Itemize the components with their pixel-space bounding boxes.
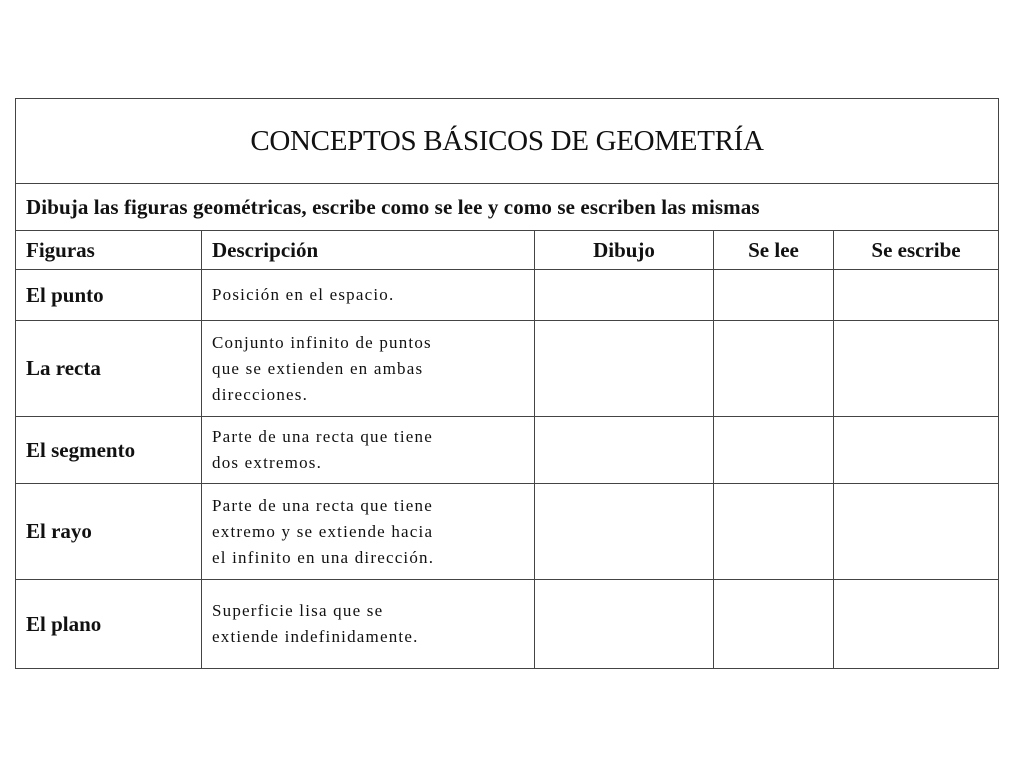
header-figuras: Figuras bbox=[16, 231, 202, 270]
worksheet-title: CONCEPTOS BÁSICOS DE GEOMETRÍA bbox=[16, 99, 999, 184]
figure-description bbox=[202, 270, 535, 321]
table-row bbox=[16, 270, 999, 321]
description-line: dos extremos. bbox=[212, 453, 323, 472]
se-lee-cell[interactable] bbox=[714, 270, 834, 321]
column-header-row bbox=[16, 231, 999, 270]
header-se-escribe: Se escribe bbox=[834, 231, 999, 270]
header-se-lee: Se lee bbox=[714, 231, 834, 270]
se-lee-cell[interactable] bbox=[714, 580, 834, 669]
se-escribe-cell[interactable] bbox=[834, 321, 999, 417]
figure-name: El segmento bbox=[16, 417, 202, 484]
figure-name: El plano bbox=[16, 580, 202, 669]
description-line: extiende indefinidamente. bbox=[212, 627, 419, 646]
description-line: Posición en el espacio. bbox=[212, 285, 395, 304]
table-row bbox=[16, 417, 999, 484]
instruction-row bbox=[16, 184, 999, 231]
table-row bbox=[16, 321, 999, 417]
description-line: Parte de una recta que tiene bbox=[212, 495, 433, 515]
figure-description bbox=[202, 321, 535, 417]
figure-description bbox=[202, 580, 535, 669]
se-escribe-cell[interactable] bbox=[834, 270, 999, 321]
header-descripcion: Descripción bbox=[202, 231, 535, 270]
description-line: que se extienden en ambas bbox=[212, 358, 424, 378]
description-line: el infinito en una dirección. bbox=[212, 547, 435, 567]
figure-description bbox=[202, 417, 535, 484]
geometry-worksheet-table bbox=[15, 98, 999, 669]
figure-description bbox=[202, 484, 535, 580]
se-escribe-cell[interactable] bbox=[834, 484, 999, 580]
table-row bbox=[16, 580, 999, 669]
figure-name: El punto bbox=[16, 270, 202, 321]
se-escribe-cell[interactable] bbox=[834, 417, 999, 484]
dibujo-cell[interactable] bbox=[535, 484, 714, 580]
se-lee-cell[interactable] bbox=[714, 417, 834, 484]
description-line: Conjunto infinito de puntos bbox=[212, 332, 432, 352]
description-line: extremo y se extiende hacia bbox=[212, 521, 434, 541]
figure-name: El rayo bbox=[16, 484, 202, 580]
description-line: direcciones. bbox=[212, 384, 309, 404]
figure-name: La recta bbox=[16, 321, 202, 417]
dibujo-cell[interactable] bbox=[535, 321, 714, 417]
se-lee-cell[interactable] bbox=[714, 484, 834, 580]
dibujo-cell[interactable] bbox=[535, 270, 714, 321]
se-escribe-cell[interactable] bbox=[834, 580, 999, 669]
dibujo-cell[interactable] bbox=[535, 417, 714, 484]
header-dibujo: Dibujo bbox=[535, 231, 714, 270]
table-row bbox=[16, 484, 999, 580]
se-lee-cell[interactable] bbox=[714, 321, 834, 417]
title-row bbox=[16, 99, 999, 184]
dibujo-cell[interactable] bbox=[535, 580, 714, 669]
description-line: Superficie lisa que se bbox=[212, 601, 384, 620]
description-line: Parte de una recta que tiene bbox=[212, 427, 433, 446]
worksheet-instruction: Dibuja las figuras geométricas, escribe como se lee y como se escriben las mismas bbox=[16, 184, 999, 231]
